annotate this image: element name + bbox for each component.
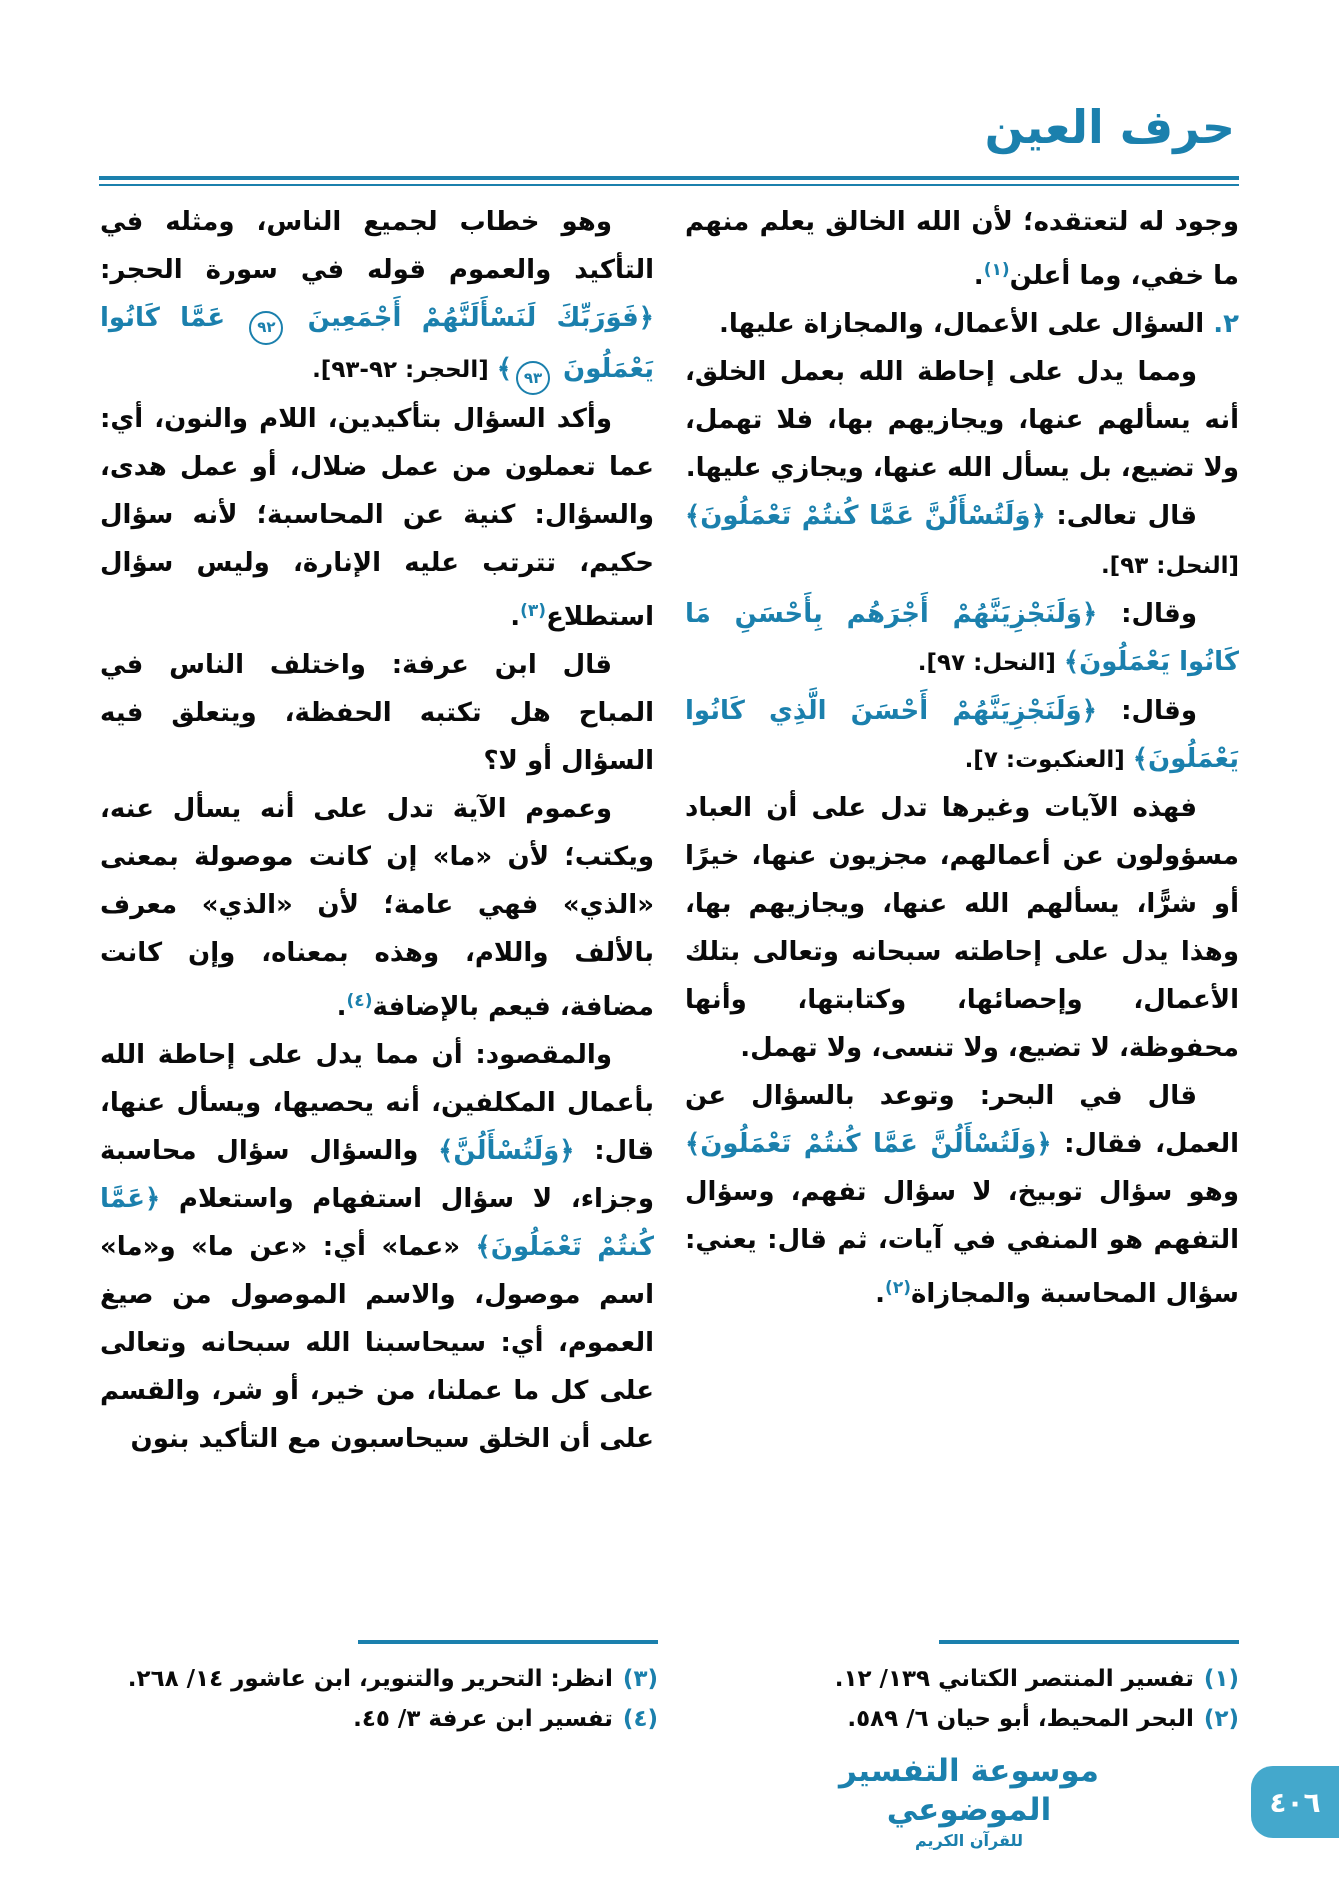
footnote-list bbox=[104, 1659, 658, 1739]
paragraph bbox=[685, 687, 1239, 784]
footnote-list bbox=[685, 1659, 1239, 1739]
body-text: وهو سؤال توبيخ، لا سؤال تفهم، وسؤال التفهم هو المنفي في آيات، ثم قال: يعني: سؤال المحاسبة والمجازاة bbox=[685, 1177, 1239, 1309]
text-columns bbox=[100, 198, 1239, 1636]
footnote-marker: (٢) bbox=[1203, 1706, 1239, 1732]
footnote-text: انظر: التحرير والتنوير، ابن عاشور ١٤/ ٢٦٨. bbox=[127, 1666, 613, 1692]
body-text: وقال: bbox=[1096, 696, 1197, 726]
paragraph bbox=[685, 198, 1239, 300]
quran-verse: ﴿وَلَتُسْأَلُنَّ﴾ bbox=[438, 1136, 575, 1166]
item-number: ٢. bbox=[1204, 309, 1239, 339]
publisher-logo bbox=[834, 1752, 1104, 1852]
header-rule-thick bbox=[99, 176, 1239, 180]
body-text: «عما» أي: «عن ما» و«ما» اسم موصول، والاسم الموصول من صيغ العموم، أي: سيحاسبنا الله سبحانه وتعالى على كل ما عملنا، من خير، أو شر، والقسم على أن الخلق سيحاسبون مع التأكيد بنون bbox=[100, 1232, 654, 1454]
footnote-ref: (٤) bbox=[346, 991, 373, 1011]
verse-reference: [النحل: ٩٧]. bbox=[917, 650, 1064, 676]
logo-subtitle: للقرآن الكريم bbox=[914, 1830, 1024, 1850]
body-text: وعموم الآية تدل على أنه يسأل عنه، ويكتب؛ لأن «ما» إن كانت موصولة بمعنى «الذي» فهي عامة؛ لأن «الذي» معرف بالألف واللام، وهذه بمعناه، وإن كانت مضافة، فيعم بالإضافة bbox=[100, 794, 654, 1022]
quran-verse: ﴿عَمَّا كُنتُمْ تَعْمَلُونَ﴾ bbox=[100, 1184, 654, 1262]
footnote-separator bbox=[358, 1640, 658, 1644]
body-text: ومما يدل على إحاطة الله بعمل الخلق، أنه يسألهم عنها، ويجازيهم بها، فلا تهمل، ولا تضيع، بل يسأل الله عنها، ويجازي عليها. bbox=[685, 357, 1239, 483]
body-text: وأكد السؤال بتأكيدين، اللام والنون، أي: عما تعملون من عمل ضلال، أو عمل هدى، والسؤال: كنية عن المحاسبة؛ لأنه سؤال حكيم، تترتب عليه الإنارة، وليس سؤال استطلاع bbox=[100, 404, 654, 632]
footnote-item bbox=[104, 1699, 658, 1739]
body-text: والسؤال سؤال محاسبة وجزاء، لا سؤال استفهام واستعلام bbox=[100, 1136, 654, 1214]
body-text: وجود له لتعتقده؛ لأن الله الخالق يعلم منهم ما خفي، وما أعلن bbox=[685, 207, 1239, 291]
logo-title: موسوعة التفسير الموضوعي bbox=[838, 1753, 1100, 1828]
body-text: السؤال على الأعمال، والمجازاة عليها. bbox=[718, 309, 1205, 339]
quran-verse: ﴿وَلَنَجْزِيَنَّهُمْ أَجْرَهُم بِأَحْسَنِ مَا كَانُوا يَعْمَلُونَ﴾ bbox=[685, 599, 1239, 677]
quran-verse: ﴾ bbox=[496, 353, 512, 384]
footnotes-left bbox=[104, 1640, 658, 1739]
body-text: . bbox=[336, 992, 347, 1022]
body-text: . bbox=[875, 1279, 886, 1309]
footnote-item bbox=[104, 1659, 658, 1699]
footnote-marker: (١) bbox=[1203, 1666, 1239, 1692]
paragraph bbox=[100, 198, 654, 395]
body-text: فهذه الآيات وغيرها تدل على أن العباد مسؤولون عن أعمالهم، مجزيون عنها، خيرًا أو شرًّا، يسألهم الله عنها، ويجازيهم بها، وهذا يدل على إحاطته سبحانه وتعالى بتلك الأعمال، وإحصائها، وكتابتها، وأنها محفوظة، لا تضيع، ولا تنسى، ولا تهمل. bbox=[685, 793, 1239, 1063]
footnote-marker: (٤) bbox=[622, 1706, 658, 1732]
body-text: قال ابن عرفة: واختلف الناس في المباح هل تكتبه الحفظة، ويتعلق فيه السؤال أو لا؟ bbox=[100, 650, 654, 776]
footnote-text: البحر المحيط، أبو حيان ٦/ ٥٨٩. bbox=[847, 1706, 1194, 1732]
verse-reference: [العنكبوت: ٧]. bbox=[964, 747, 1133, 773]
body-text: . bbox=[510, 602, 521, 632]
quran-verse: ﴿وَلَنَجْزِيَنَّهُمْ أَحْسَنَ الَّذِي كَانُوا يَعْمَلُونَ﴾ bbox=[685, 696, 1239, 774]
paragraph bbox=[685, 784, 1239, 1072]
column-left bbox=[100, 198, 654, 1636]
body-text: وقال: bbox=[1097, 599, 1197, 629]
paragraph bbox=[100, 1031, 654, 1463]
footnote-ref: (٣) bbox=[520, 601, 547, 621]
page-number-pill bbox=[1251, 1766, 1339, 1838]
body-text: قال تعالى: bbox=[1045, 501, 1197, 531]
paragraph bbox=[685, 1072, 1239, 1318]
footnote-ref: (١) bbox=[983, 260, 1010, 280]
body-text: والمقصود: أن مما يدل على إحاطة الله بأعمال المكلفين، أنه يحصيها، ويسأل عنها، قال: bbox=[100, 1040, 655, 1166]
footnotes-right bbox=[685, 1640, 1239, 1739]
paragraph bbox=[100, 641, 654, 785]
paragraph bbox=[100, 395, 654, 641]
paragraph bbox=[685, 300, 1239, 348]
quran-verse: ﴿وَلَتُسْأَلُنَّ عَمَّا كُنتُمْ تَعْمَلُونَ﴾ bbox=[685, 1129, 1052, 1159]
footnote-marker: (٣) bbox=[622, 1666, 658, 1692]
quran-verse: ﴿وَلَتُسْأَلُنَّ عَمَّا كُنتُمْ تَعْمَلُونَ﴾ bbox=[685, 501, 1046, 531]
footnote-item bbox=[685, 1699, 1239, 1739]
quran-verse: ﴿فَوَرَبِّكَ لَنَسْأَلَنَّهُمْ أَجْمَعِينَ bbox=[287, 303, 654, 333]
verse-reference: [النحل: ٩٣]. bbox=[1100, 553, 1239, 579]
body-text: . bbox=[973, 261, 984, 291]
paragraph bbox=[685, 590, 1239, 687]
paragraph bbox=[100, 785, 654, 1031]
header-rule-thin bbox=[99, 184, 1239, 186]
body-text: وهو خطاب لجميع الناس، ومثله في التأكيد والعموم قوله في سورة الحجر: bbox=[100, 207, 654, 285]
paragraph bbox=[685, 492, 1239, 590]
footnote-text: تفسير ابن عرفة ٣/ ٤٥. bbox=[353, 1706, 613, 1732]
verse-reference: [الحجر: ٩٢-٩٣]. bbox=[312, 356, 497, 383]
column-right bbox=[685, 198, 1239, 1636]
paragraph bbox=[685, 348, 1239, 492]
quran-verse: عَمَّا كَانُوا يَعْمَلُونَ bbox=[100, 303, 654, 384]
ayah-number-badge: ٩٣ bbox=[516, 361, 550, 395]
footnote-ref: (٢) bbox=[885, 1278, 911, 1298]
body-text: قال في البحر: وتوعد بالسؤال عن العمل، فقال: bbox=[685, 1081, 1239, 1159]
footnote-text: تفسير المنتصر الكتاني ١٣٩/ ١٢. bbox=[834, 1666, 1194, 1692]
footnote-separator bbox=[939, 1640, 1239, 1644]
page-number: ٤٠٦ bbox=[1269, 1785, 1321, 1819]
chapter-title: حرف العين bbox=[984, 100, 1235, 154]
ayah-number-badge: ٩٢ bbox=[249, 311, 283, 345]
footnote-item bbox=[685, 1659, 1239, 1699]
